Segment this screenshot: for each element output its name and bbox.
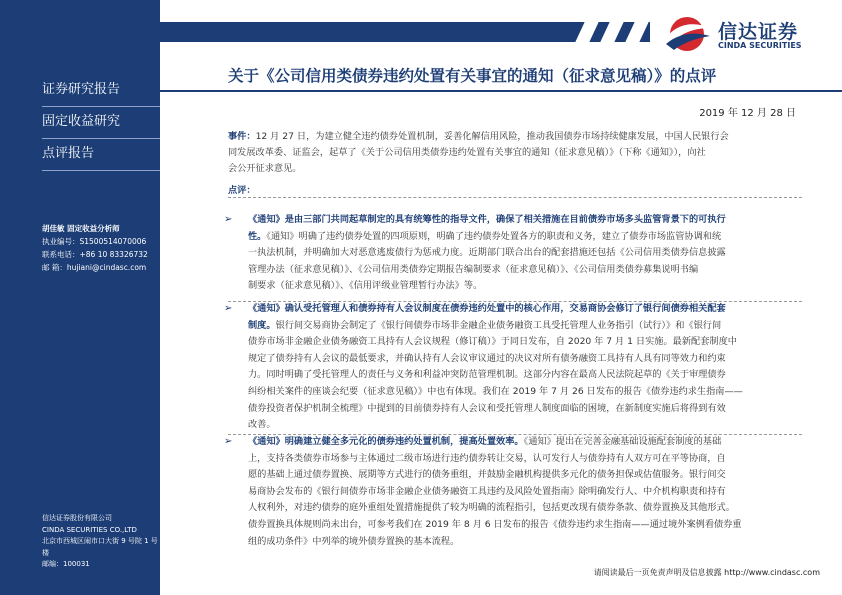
company-postcode: 邮编：100031 (42, 560, 90, 568)
bullet-line: 规定了债券持有人会议的最低要求，并确认持有人会议审议通过的决议对所有债务融资工具持有人具有同等效力和约束 (248, 352, 726, 364)
bullet-line: 力。同时明确了受托管理人的责任与义务和利益冲突防范管理机制。这部分内容在最高人民法院起草的《关于审理债券 (248, 369, 726, 381)
bullet-text (248, 212, 798, 295)
bullet-line: 组的成功条件》中列举的境外债券置换的基本流程。 (248, 535, 460, 547)
sidebar-item-securities-research[interactable]: 证券研究报告 (42, 82, 121, 97)
bullet-line: 人权利外，对违约债券的庭外重组处置措施提供了较为明确的流程指引，包括更改现有债券条款、债券置换及其他形式。 (248, 502, 735, 514)
bullet-arrow-icon: ➢ (224, 303, 233, 314)
bullet-arrow-icon: ➢ (224, 214, 233, 225)
bullet-text (248, 301, 798, 434)
brand-name-cn: 信达证券 (718, 21, 799, 43)
event-label: 事件： (228, 131, 256, 142)
bullet-line: 债券市场非金融企业债务融资工具持有人会议规程（修订稿）》于同日发布，自 2020 年 7 月 1 日实施。最新配套制度中 (248, 336, 737, 348)
bullet-line: 愿的基础上通过债券置换、展期等方式进行的债务重组，并鼓励金融机构提供多元化的债务担保或估值服务。银行间交 (248, 469, 726, 481)
sidebar-divider (42, 106, 160, 107)
company-info (42, 513, 158, 571)
bullet-line: 易商协会发布的《银行间债券市场非金融企业债务融资工具违约及风险处置指南》除明确发行人、中介机构职责和持有 (248, 485, 726, 497)
event-line: 同发展改革委、证监会，起草了《关于公司信用类债券违约处置有关事宜的通知（征求意见稿）》（下称《通知》），向社 (228, 147, 706, 158)
brand-name-en: CINDA SECURITIES (718, 41, 802, 50)
analyst-phone: 联系电话：+86 10 83326732 (42, 250, 148, 259)
company-name-cn: 信达证券股份有限公司 (42, 514, 112, 522)
page-title: 关于《公司信用类债券违约处置有关事宜的通知（征求意见稿）》的点评 (228, 67, 717, 85)
sidebar-divider (42, 138, 160, 139)
comment-label: 点评： (228, 185, 256, 196)
bullet-line: 制要求（征求意见稿）》、《信用评级业管理暂行办法》等。 (248, 280, 483, 292)
event-line: 会公开征求意见。 (228, 163, 302, 174)
bullet-arrow-icon: ➢ (224, 436, 233, 447)
sidebar-item-fixed-income[interactable]: 固定收益研究 (42, 114, 121, 129)
sidebar-divider (42, 170, 160, 171)
bullet-line: 《通知》提出在完善金融基础设施配套制度的基础 (523, 436, 722, 447)
sidebar (0, 0, 160, 595)
event-line: 12 月 27 日，为建立健全违约债券处置机制，妥善化解信用风险，推动我国债券市场持续健康发展，中国人民银行会 (255, 131, 729, 142)
footer-disclaimer[interactable]: 请阅读最后一页免责声明及信息披露 http://www.cindasc.com (593, 568, 820, 577)
bullet-line: 债券置换具体规则尚未出台，可参考我们在 2019 年 8 月 6 日发布的报告《债券违约求生指南——通过境外案例看债券重 (248, 518, 742, 530)
bullet-line: 债券投资者保护机制全梳理》中提到的目前债券持有人会议和受托管理人制度面临的困境，在新制度实施后将得到有效 (248, 402, 726, 414)
bullet-line: 《通知》明确了违约债券处置的四项原则，明确了违约债券处置各方的职责和义务，建立了债券市场监管协调和统 (266, 230, 722, 242)
bullet-bold-line: 《通知》确认受托管理人和债券持有人会议制度在债券违约处置中的核心作用，交易商协会修订了银行间债券相关配套 (248, 303, 726, 314)
company-name-en: CINDA SECURITIES CO.,LTD (42, 525, 137, 534)
bullet-text (248, 434, 798, 550)
section-divider (228, 197, 802, 198)
brand-logo (660, 14, 830, 54)
company-address: 北京市西城区闹市口大街 9 号院 1 号楼 (42, 537, 158, 557)
bullet-line: 管理办法（征求意见稿）》、《公司信用类债券定期报告编制要求（征求意见稿）》、《公司信用类债券募集说明书编 (248, 263, 699, 275)
event-paragraph (228, 129, 802, 177)
bullet-line: 改善。 (248, 419, 276, 431)
bullet-bold-lead: 制度。 (248, 319, 276, 331)
brand-logo-icon (660, 14, 714, 54)
bullet-bold-line: 《通知》是由三部门共同起草制定的具有统筹性的指导文件，确保了相关措施在目前债券市场多头监管背景下的可执行 (248, 214, 726, 225)
bullet-line: 银行间交易商协会制定了《银行间债券市场非金融企业债务融资工具受托管理人业务指引（试行）》和《银行间 (275, 319, 722, 331)
report-date: 2019 年 12 月 28 日 (699, 108, 796, 119)
sidebar-item-commentary[interactable]: 点评报告 (42, 146, 95, 161)
bullet-line: 纠纷相关案件的座谈会纪要（征求意见稿）》中也有体现。我们在 2019 年 7 月 26 日发布的报告《债券违约求生指南—— (248, 385, 743, 397)
analyst-cert: 执业编号：S1500514070006 (42, 237, 147, 246)
analyst-name: 胡佳敏 固定收益分析师 (42, 224, 120, 233)
bullet-line: 一执法机制，并明确加大对恶意逃废债行为惩戒力度。近期部门联合出台的配套措施还包括《公司信用类债券信息披露 (248, 247, 726, 259)
bullet-bold-lead: 《通知》明确建立健全多元化的债券违约处置机制，提高处置效率。 (248, 436, 524, 447)
title-underline (160, 90, 842, 92)
analyst-email[interactable]: 邮 箱：hujiani@cindasc.com (42, 263, 147, 272)
event-section (228, 129, 802, 199)
bullet-bold-lead: 性。 (248, 230, 267, 242)
bullet-line: 上，支持各类债券市场参与主体通过二级市场进行违约债券转让交易，认可发行人与债券持有人双方可在平等协商，自 (248, 452, 726, 464)
analyst-info (42, 222, 158, 274)
